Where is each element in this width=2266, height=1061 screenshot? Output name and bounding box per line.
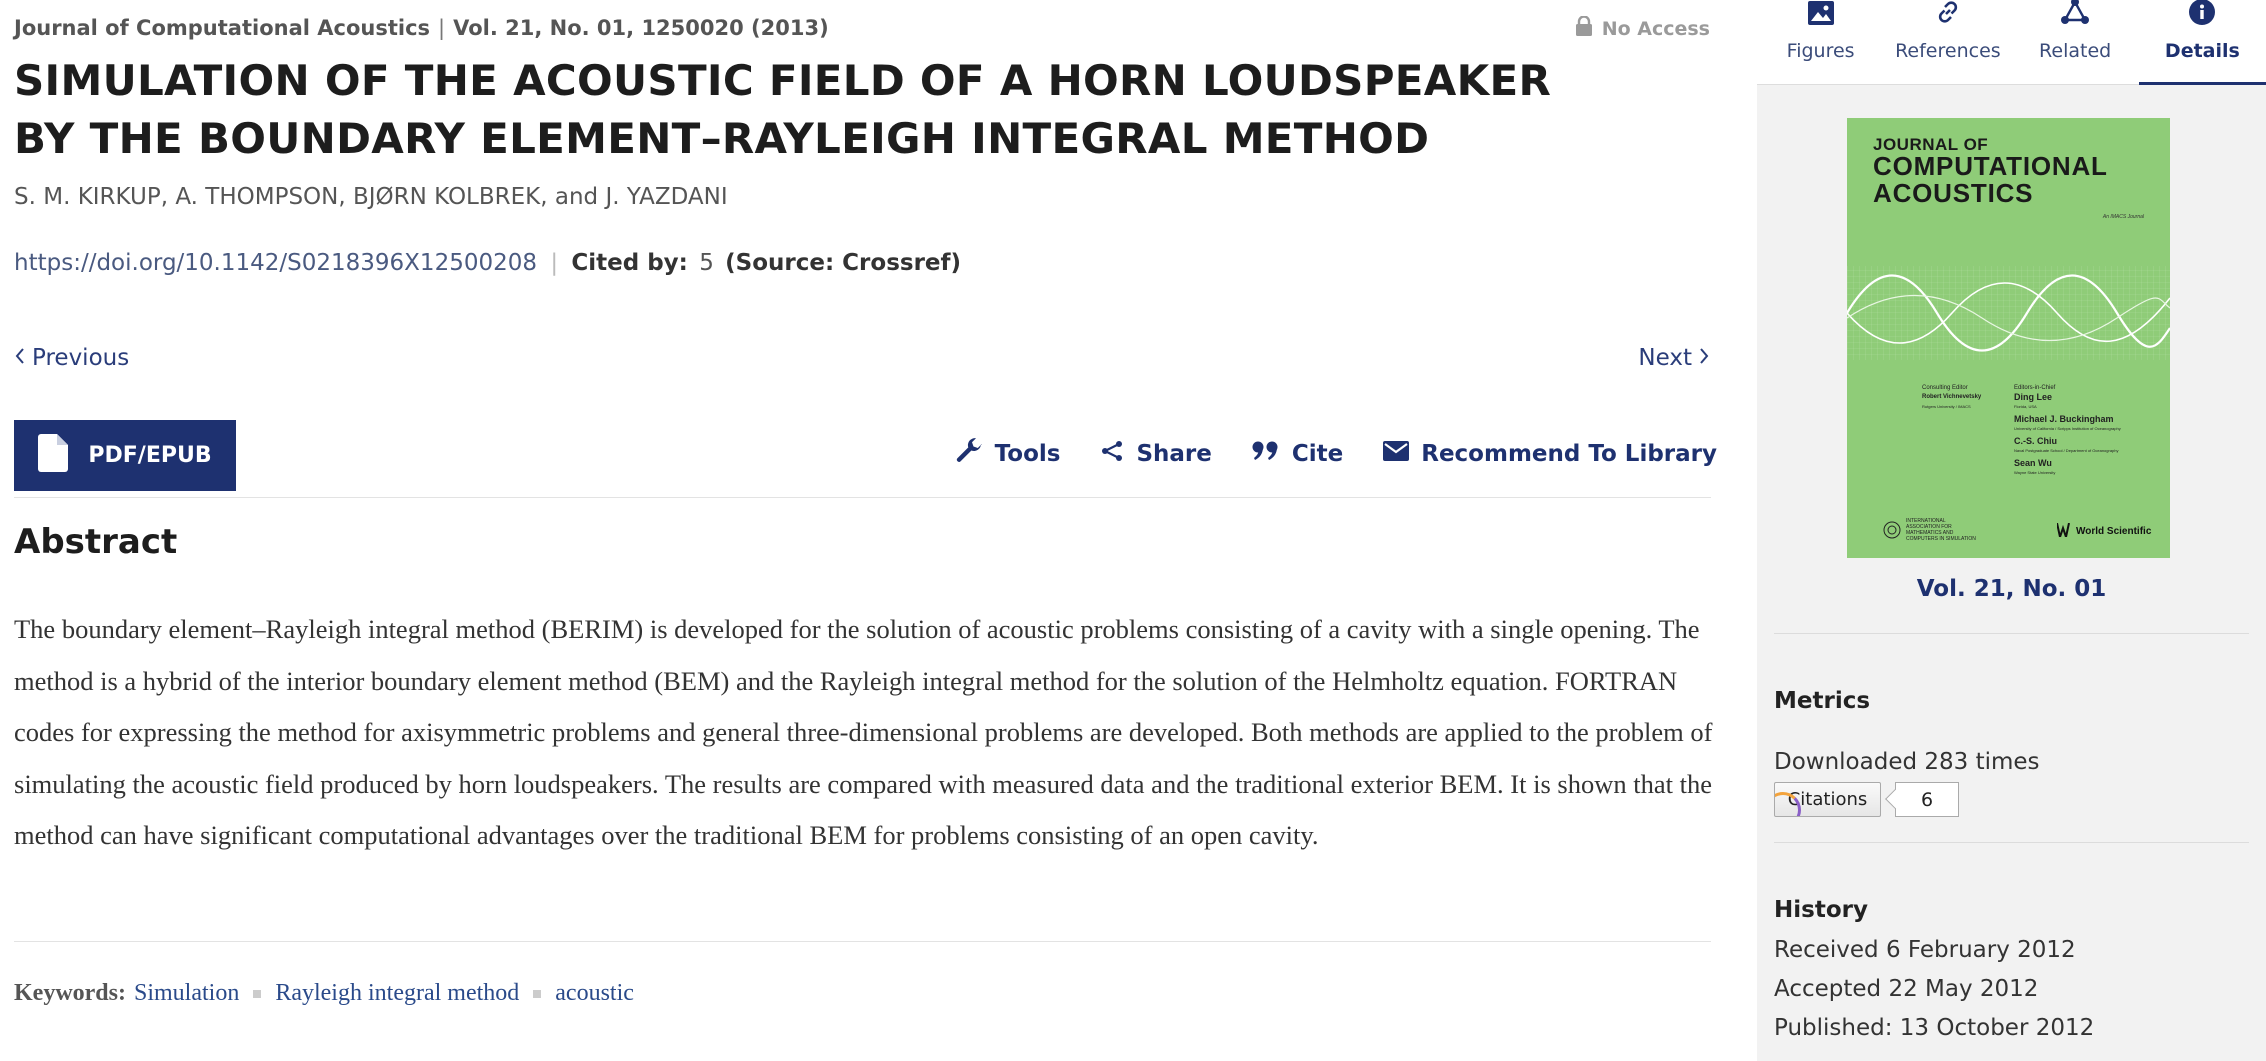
cover-title-line2: COMPUTATIONAL [1873,151,2108,181]
image-icon [1808,1,1834,30]
divider [14,497,1711,498]
pdf-epub-button[interactable] [14,420,236,491]
article-actions [955,437,1717,471]
cover-tagline: An IMACS Journal [2102,214,2144,220]
tab-figures[interactable] [1757,0,1884,84]
next-link[interactable] [1638,345,1710,371]
keyword-link[interactable]: Simulation [133,980,240,1006]
citations-label: Citations [1774,782,1881,817]
tools-button[interactable] [955,437,1061,471]
document-icon [38,434,68,478]
cover-association: INTERNATIONAL ASSOCIATION FOR MATHEMATICS AND COMPUTERS IN SIMULATION [1883,518,1978,542]
cover-publisher: World Scientific [2057,523,2151,540]
metrics-heading: Metrics [1774,688,1871,714]
publisher-logo-icon [2057,523,2073,540]
access-label: No Access [1601,17,1710,40]
sidebar [1757,0,2266,1061]
journal-name[interactable]: Journal of Computational Acoustics [14,16,431,40]
abstract-text: The boundary element–Rayleigh integral method (BERIM) is developed for the solution of acoustic problems consisting of a cavity with a single opening. The method is a hybrid of the interior boundary element method (BEM) and the Rayleigh integral method for the solution of the Helmholtz equation. FORTRAN codes for expressing the method for axisymmetric problems and general three-dimensional problems are developed. Both methods are applied to the problem of simulating the acoustic field produced by horn loudspeakers. The results are compared with measured data and the traditional exterior BEM. It is shown that the method can have significant computational advantages over the traditional BEM for problems consisting of an open cavity. [14,614,1713,850]
published-date: Published: 13 October 2012 [1774,1015,2095,1041]
tab-related[interactable] [2012,0,2139,84]
info-icon [2189,0,2215,30]
cite-label: Cite [1291,441,1344,467]
keyword-link[interactable]: acoustic [555,980,634,1006]
keyword-separator [253,990,261,998]
consulting-editor: Consulting Editor Robert Vichnevetsky Rutgers University / IMACS [1922,385,1982,409]
tab-related-label: Related [2039,40,2112,62]
share-button[interactable] [1100,439,1211,469]
journal-separator: | [438,16,446,40]
cover-title-line3: ACOUSTICS [1873,178,2034,208]
accepted-date: Accepted 22 May 2012 [1774,976,2039,1002]
tab-references[interactable] [1884,0,2011,84]
download-count: Downloaded 283 times [1774,749,2040,775]
cover-title [1873,153,2108,207]
tab-references-label: References [1895,40,2001,62]
abstract-heading: Abstract [14,522,178,562]
link-icon [1935,0,1961,30]
editors-in-chief: Editors-in-Chief Ding Lee Florida, USA Michael J. Buckingham University of California / Scripps Institution of Oceanography C.-S. Chiu Naval Postgraduate School / Department of Oceanography Sean Wu Wayne State University [2014,385,2121,475]
tab-details-label: Details [2164,40,2240,62]
previous-label: Previous [32,345,130,371]
quote-icon [1252,441,1280,467]
recommend-button[interactable] [1383,441,1717,467]
keywords [14,980,634,1007]
next-label: Next [1638,345,1692,371]
association-logo-icon [1883,521,1901,539]
previous-link[interactable] [14,345,129,371]
authors: S. M. KIRKUP, A. THOMPSON, BJØRN KOLBREK, and J. YAZDANI [14,184,728,210]
cover-waveform [1847,258,2170,368]
tab-figures-label: Figures [1786,40,1855,62]
lock-icon [1576,16,1592,41]
envelope-icon [1383,441,1409,467]
volume-info[interactable]: Vol. 21, No. 01, 1250020 (2013) [453,16,829,40]
cited-by-label: Cited by: [571,250,688,276]
received-date: Received 6 February 2012 [1774,937,2076,963]
citations-count: 6 [1895,782,1959,817]
share-label: Share [1136,441,1212,467]
chevron-right-icon [1698,345,1710,371]
access-status [1576,16,1710,41]
keyword-link[interactable]: Rayleigh integral method [275,980,520,1006]
cite-button[interactable] [1252,441,1343,467]
cover-title-line1: JOURNAL OF [1873,135,1989,154]
chevron-left-icon [14,345,26,371]
history-heading: History [1774,897,1868,923]
keywords-label: Keywords: [14,980,126,1006]
wrench-icon [955,437,983,471]
cover-volume-link[interactable]: Vol. 21, No. 01 [1916,576,2107,602]
recommend-label: Recommend To Library [1421,441,1717,467]
divider [1774,633,2249,634]
divider [14,941,1711,942]
doi-link[interactable]: https://doi.org/10.1142/S0218396X12500208 [14,250,538,276]
citations-badge[interactable] [1774,782,1959,817]
network-icon [2060,0,2090,30]
doi-separator: | [550,250,559,276]
tools-label: Tools [994,441,1061,467]
tab-details[interactable] [2139,0,2266,84]
journal-info [14,16,829,40]
cited-by-source: (Source: Crossref) [725,250,962,276]
keyword-separator [533,990,541,998]
doi-line [14,250,961,276]
article-title: SIMULATION OF THE ACOUSTIC FIELD OF A HORN LOUDSPEAKER BY THE BOUNDARY ELEMENT–RAYLEIGH INTEGRAL METHOD [14,56,1552,163]
sidebar-tabs [1757,0,2266,85]
share-icon [1100,439,1124,469]
cited-by-count[interactable]: 5 [699,250,714,276]
divider [1774,842,2249,843]
pdf-epub-label: PDF/EPUB [88,443,212,468]
journal-cover[interactable] [1847,118,2170,558]
